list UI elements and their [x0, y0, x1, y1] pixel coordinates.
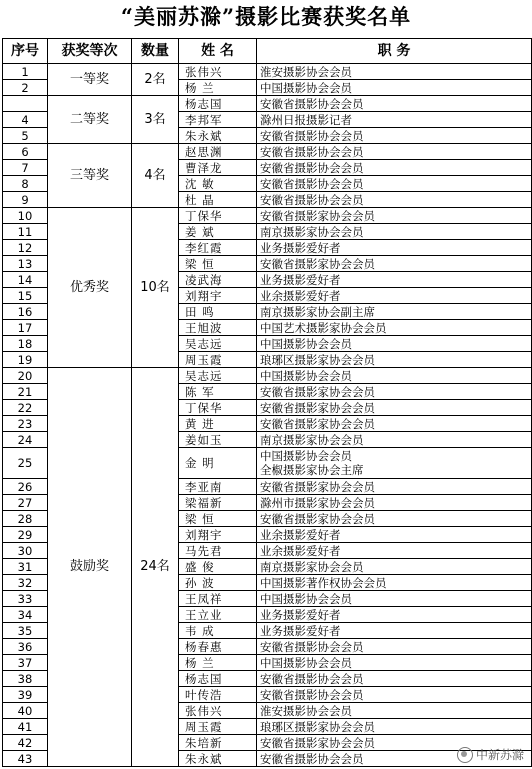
winner-name: 朱永斌: [179, 128, 257, 144]
winner-name: 张伟兴: [179, 703, 257, 719]
winner-title-line: 安徽省摄影协会会员: [260, 160, 364, 175]
winner-name: 沈 敏: [179, 176, 257, 192]
winner-title: [257, 687, 532, 703]
row-number: 29: [3, 527, 48, 543]
winner-name: 朱培新: [179, 735, 257, 751]
winner-name: 陈 军: [179, 384, 257, 400]
header-prize: 获奖等次: [48, 39, 132, 64]
winner-name: 丁保华: [179, 400, 257, 416]
row-number: 35: [3, 623, 48, 639]
winner-title: [257, 607, 532, 623]
winner-name: 金 明: [179, 448, 257, 479]
winner-name: 吴志远: [179, 368, 257, 384]
row-number: 16: [3, 304, 48, 320]
winner-title-line: 安徽省摄影家协会会员: [260, 208, 375, 223]
row-number: 27: [3, 495, 48, 511]
row-number: 23: [3, 416, 48, 432]
winner-title-line: 安徽省摄影家协会会员: [260, 400, 375, 415]
winner-title-line: 安徽省摄影协会会员: [260, 751, 364, 766]
winner-title-line: 中国艺术摄影家协会会员: [260, 320, 387, 335]
winner-title-line: 南京摄影家协会会员: [260, 559, 364, 574]
winner-title: [257, 144, 532, 160]
winner-name: 梁 恒: [179, 256, 257, 272]
row-number: 21: [3, 384, 48, 400]
winner-title: [257, 64, 532, 80]
winner-name: 杜 晶: [179, 192, 257, 208]
winner-title-line: 安徽省摄影家协会会员: [260, 479, 375, 494]
header-name: 姓 名: [179, 39, 257, 64]
prize-count: 10名: [132, 208, 179, 368]
winner-title-line: 安徽省摄影协会会员: [260, 144, 364, 159]
winner-name: 朱永斌: [179, 751, 257, 767]
row-number: 14: [3, 272, 48, 288]
row-number: 31: [3, 559, 48, 575]
winner-name: 孙 波: [179, 575, 257, 591]
winner-title: [257, 527, 532, 543]
header-no: 序号: [3, 39, 48, 64]
winner-title: [257, 304, 532, 320]
winner-title-line: 琅琊区摄影家协会会员: [260, 352, 375, 367]
winner-title-line: 安徽省摄影协会会员: [260, 96, 364, 111]
winner-title: [257, 208, 532, 224]
row-number: 12: [3, 240, 48, 256]
winner-title-line: 业余摄影爱好者: [260, 527, 341, 542]
prize-level: 二等奖: [48, 96, 132, 144]
row-number: 10: [3, 208, 48, 224]
winner-name: 王旭波: [179, 320, 257, 336]
winner-title-line: 中国摄影协会会员: [260, 449, 352, 463]
row-number: 37: [3, 655, 48, 671]
winner-name: 李邦军: [179, 112, 257, 128]
winner-title: [257, 128, 532, 144]
winner-title: [257, 288, 532, 304]
winner-name: 盛 俊: [179, 559, 257, 575]
winner-name: 梁福新: [179, 495, 257, 511]
prize-level: 一等奖: [48, 64, 132, 96]
winner-title-line: 安徽省摄影协会会员: [260, 671, 364, 686]
winner-name: 杨春惠: [179, 639, 257, 655]
winner-title: [257, 96, 532, 112]
winner-title: [257, 623, 532, 639]
winner-title-line: 中国摄影协会会员: [260, 336, 352, 351]
winner-title: [257, 655, 532, 671]
winner-title: [257, 495, 532, 511]
row-number: 30: [3, 543, 48, 559]
watermark: [457, 746, 524, 763]
winner-name: 田 鸣: [179, 304, 257, 320]
row-number: 39: [3, 687, 48, 703]
winner-title-line: 安徽省摄影家协会会员: [260, 256, 375, 271]
winner-name: 姜 斌: [179, 224, 257, 240]
row-number: 32: [3, 575, 48, 591]
header-count: 数量: [132, 39, 179, 64]
winner-name: 赵思渊: [179, 144, 257, 160]
prize-level: 三等奖: [48, 144, 132, 208]
winner-name: 杨 兰: [179, 80, 257, 96]
winner-name: 韦 成: [179, 623, 257, 639]
winner-title: [257, 224, 532, 240]
row-number: 25: [3, 448, 48, 479]
winner-title: [257, 400, 532, 416]
row-number: 4: [3, 112, 48, 128]
winner-title: [257, 256, 532, 272]
table-row: [3, 208, 532, 224]
winner-title: [257, 479, 532, 495]
row-number: 40: [3, 703, 48, 719]
table-row: [3, 144, 532, 160]
winner-title-line: 中国摄影协会会员: [260, 655, 352, 670]
row-number: 24: [3, 432, 48, 448]
winner-name: 李亚南: [179, 479, 257, 495]
prize-level: 优秀奖: [48, 208, 132, 368]
row-number: 15: [3, 288, 48, 304]
row-number: 9: [3, 192, 48, 208]
winner-title: [257, 575, 532, 591]
watermark-text: 中新苏滁: [475, 748, 524, 762]
wechat-icon: [457, 747, 473, 763]
winner-title: [257, 160, 532, 176]
winner-title: [257, 639, 532, 655]
winner-title: [257, 336, 532, 352]
row-number: 18: [3, 336, 48, 352]
winner-title-line: 业余摄影爱好者: [260, 288, 341, 303]
winner-name: 杨志国: [179, 96, 257, 112]
row-number: 38: [3, 671, 48, 687]
winner-title-line: 全椒摄影家协会主席: [260, 463, 364, 477]
winner-title-line: 滁州市摄影家协会会员: [260, 495, 375, 510]
winner-title-line: 安徽省摄影协会会员: [260, 192, 364, 207]
winner-name: 丁保华: [179, 208, 257, 224]
row-number: 1: [3, 64, 48, 80]
winner-name: 张伟兴: [179, 64, 257, 80]
winner-title: [257, 543, 532, 559]
winner-title-line: 安徽省摄影协会会员: [260, 128, 364, 143]
winner-name: 叶传浩: [179, 687, 257, 703]
row-number: 34: [3, 607, 48, 623]
row-number: 7: [3, 160, 48, 176]
winner-title-line: 南京摄影家协会会员: [260, 224, 364, 239]
winner-title-line: 南京摄影家协会副主席: [260, 304, 375, 319]
award-table: [2, 38, 532, 767]
winner-title-line: 中国摄影协会会员: [260, 80, 352, 95]
winner-name: 王凤祥: [179, 591, 257, 607]
prize-count: 4名: [132, 144, 179, 208]
row-number: 11: [3, 224, 48, 240]
row-number: 20: [3, 368, 48, 384]
winner-title: [257, 559, 532, 575]
row-number: 28: [3, 511, 48, 527]
winner-name: 马先君: [179, 543, 257, 559]
winner-title: [257, 272, 532, 288]
winner-title-line: 业务摄影爱好者: [260, 240, 341, 255]
winner-title: [257, 192, 532, 208]
winner-name: 李红霞: [179, 240, 257, 256]
row-number: 17: [3, 320, 48, 336]
winner-name: 杨志国: [179, 671, 257, 687]
row-number: 42: [3, 735, 48, 751]
winner-title-line: 安徽省摄影协会会员: [260, 639, 364, 654]
winner-name: 姜如玉: [179, 432, 257, 448]
winner-name: 梁 恒: [179, 511, 257, 527]
prize-count: 24名: [132, 368, 179, 767]
row-number: 43: [3, 751, 48, 767]
row-number: 41: [3, 719, 48, 735]
row-number: 13: [3, 256, 48, 272]
prize-count: 3名: [132, 96, 179, 144]
header-title: 职 务: [257, 39, 532, 64]
table-body: [3, 64, 532, 767]
winner-title: [257, 112, 532, 128]
table-header-row: [3, 39, 532, 64]
winner-title: [257, 320, 532, 336]
winner-title: [257, 511, 532, 527]
prize-level: 鼓励奖: [48, 368, 132, 767]
winner-title: [257, 368, 532, 384]
row-number: 33: [3, 591, 48, 607]
winner-title-line: 安徽省摄影家协会会员: [260, 511, 375, 526]
winner-title-line: 安徽省摄影协会会员: [260, 687, 364, 702]
winner-title-line: 南京摄影家协会会员: [260, 432, 364, 447]
table-row: [3, 96, 532, 112]
document-title: “美丽苏滁”摄影比赛获奖名单: [120, 4, 412, 29]
winner-title-line: 安徽省摄影协会会员: [260, 176, 364, 191]
winner-title-line: 滁州日报摄影记者: [260, 112, 352, 127]
row-number: [3, 96, 48, 112]
winner-name: 周玉霞: [179, 719, 257, 735]
winner-title-line: 业务摄影爱好者: [260, 272, 341, 287]
table-row: [3, 368, 532, 384]
row-number: 2: [3, 80, 48, 96]
row-number: 19: [3, 352, 48, 368]
winner-title-line: 安徽省摄影家协会会员: [260, 384, 375, 399]
row-number: 8: [3, 176, 48, 192]
winner-title: [257, 719, 532, 735]
winner-title: [257, 416, 532, 432]
row-number: 22: [3, 400, 48, 416]
winner-title-line: 中国摄影著作权协会会员: [260, 575, 387, 590]
winner-title: [257, 671, 532, 687]
winner-title-line: 淮安摄影协会会员: [260, 703, 352, 718]
row-number: 26: [3, 479, 48, 495]
winner-name: 杨 兰: [179, 655, 257, 671]
row-number: 5: [3, 128, 48, 144]
winner-name: 曹泽龙: [179, 160, 257, 176]
winner-name: 吴志远: [179, 336, 257, 352]
winner-title: [257, 703, 532, 719]
winner-title: [257, 384, 532, 400]
winner-title: [257, 591, 532, 607]
winner-name: 王立业: [179, 607, 257, 623]
winner-name: 黄 进: [179, 416, 257, 432]
winner-title: [257, 80, 532, 96]
winner-title-line: 淮安摄影协会会员: [260, 64, 352, 79]
winner-title-line: 琅琊区摄影家协会会员: [260, 719, 375, 734]
winner-title-line: 安徽省摄影家协会会员: [260, 735, 375, 750]
winner-name: 刘翔宇: [179, 288, 257, 304]
winner-name: 周玉霞: [179, 352, 257, 368]
winner-name: 凌武海: [179, 272, 257, 288]
table-row: [3, 64, 532, 80]
winner-name: 刘翔宇: [179, 527, 257, 543]
winner-title-line: 业余摄影爱好者: [260, 543, 341, 558]
winner-title-line: 业务摄影爱好者: [260, 607, 341, 622]
winner-title-line: 中国摄影协会会员: [260, 591, 352, 606]
winner-title: [257, 352, 532, 368]
winner-title-line: 中国摄影协会会员: [260, 368, 352, 383]
winner-title-line: 安徽省摄影家协会会员: [260, 416, 375, 431]
row-number: 6: [3, 144, 48, 160]
winner-title-line: 业务摄影爱好者: [260, 623, 341, 638]
winner-title: [257, 432, 532, 448]
row-number: 36: [3, 639, 48, 655]
winner-title: [257, 448, 532, 479]
winner-title: [257, 176, 532, 192]
prize-count: 2名: [132, 64, 179, 96]
winner-title: [257, 240, 532, 256]
